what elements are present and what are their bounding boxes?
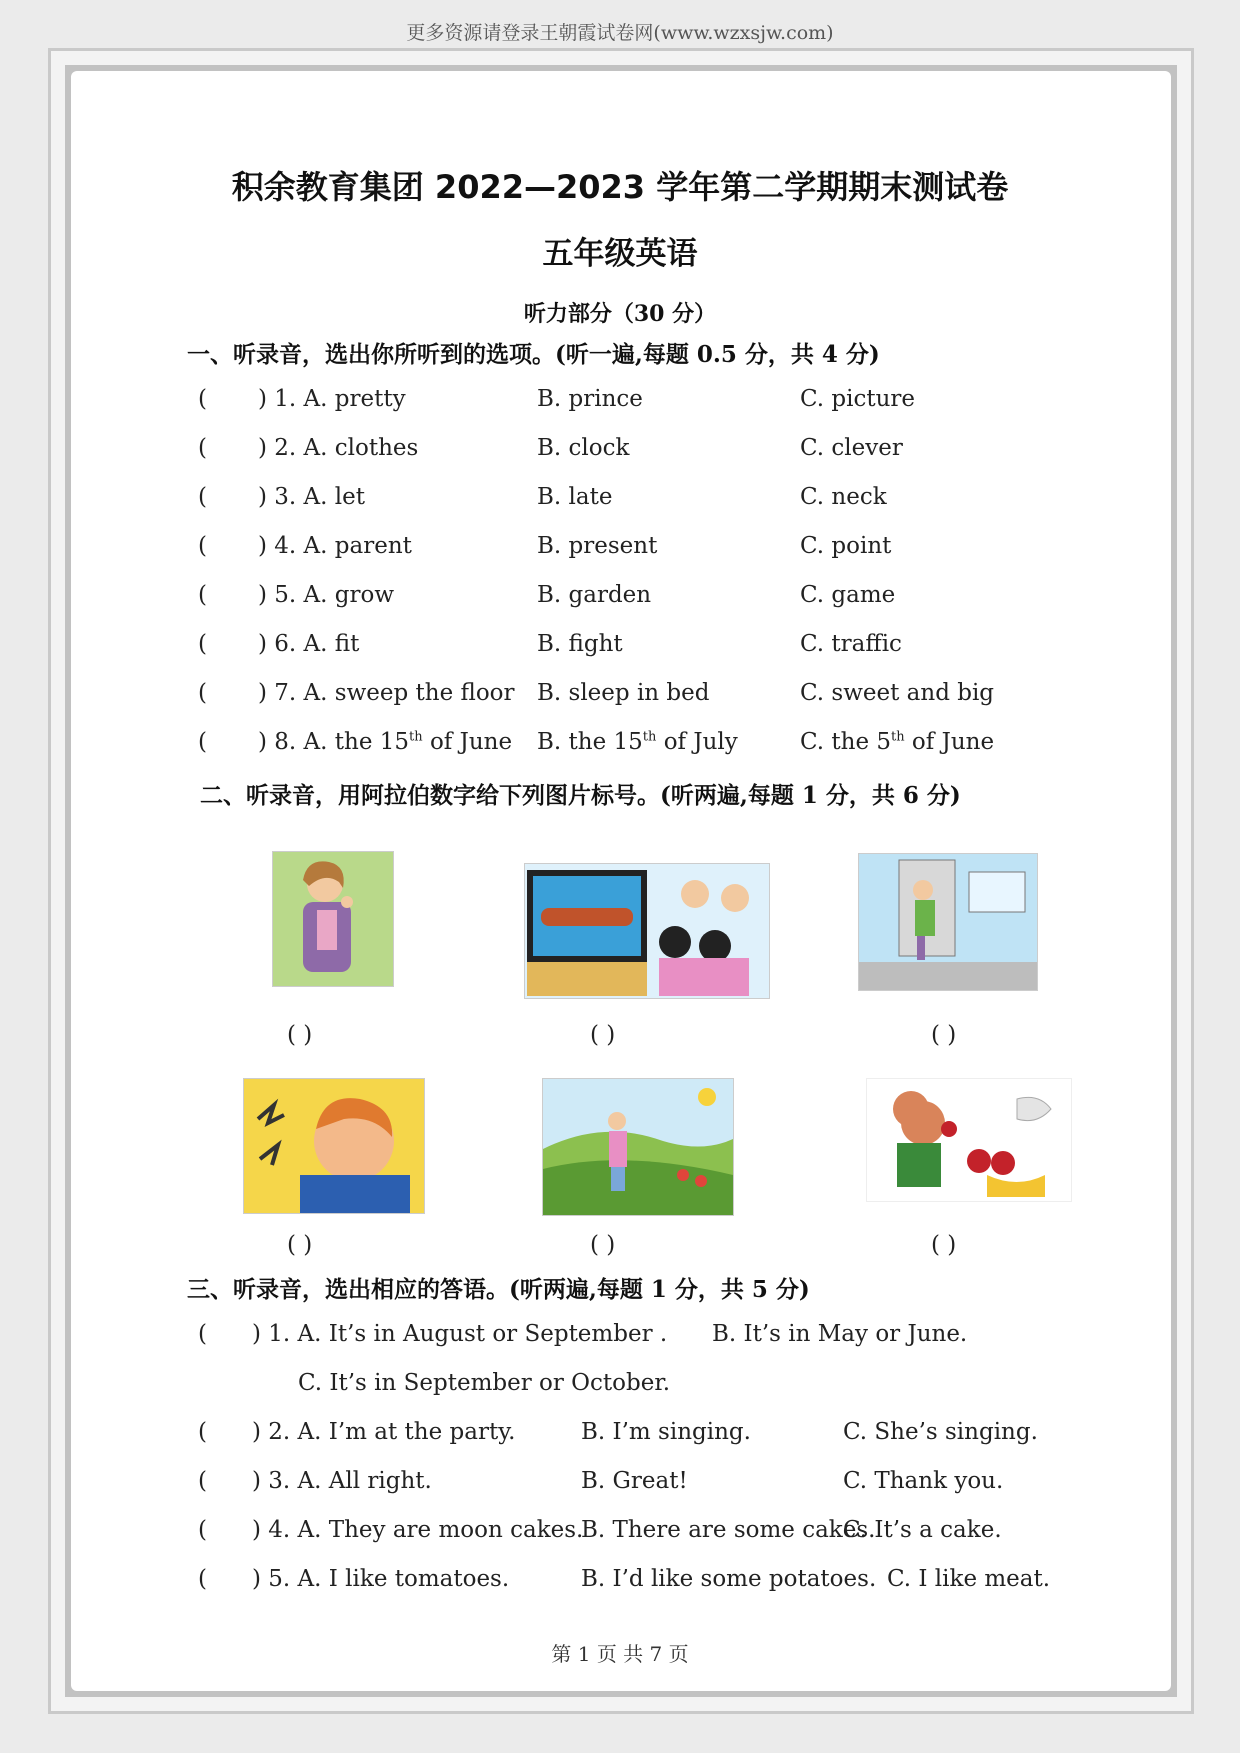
option-b: B. the 15th of July: [537, 729, 738, 755]
answer-bracket[interactable]: (: [198, 1517, 207, 1543]
option-a: ) 1. A. pretty: [258, 386, 406, 412]
option-b: B. fight: [537, 631, 623, 657]
watermark: 更多资源请登录王朝霞试卷网(www.wzxsjw.com): [406, 22, 834, 44]
option-a: ) 5. A. grow: [258, 582, 395, 608]
option-b: B. It’s in May or June.: [712, 1321, 968, 1347]
picture-cartoon-mouse: [866, 1078, 1072, 1202]
option-b: B. late: [537, 484, 613, 510]
option-c: C. picture: [800, 386, 916, 412]
option-b: B. I’m singing.: [581, 1419, 751, 1445]
answer-blank[interactable]: ( ): [931, 1232, 957, 1258]
option-a: ) 2. A. clothes: [258, 435, 419, 461]
option-c: C. It’s in September or October.: [298, 1370, 671, 1396]
option-a: ) 5. A. I like tomatoes.: [252, 1566, 510, 1592]
answer-bracket[interactable]: (: [198, 1321, 207, 1347]
answer-bracket[interactable]: (: [198, 435, 207, 461]
option-c: C. It’s a cake.: [843, 1517, 1002, 1543]
answer-bracket[interactable]: (: [198, 484, 207, 510]
answer-bracket[interactable]: (: [198, 386, 207, 412]
option-b: B. sleep in bed: [537, 680, 710, 706]
option-b: B. prince: [537, 386, 643, 412]
answer-bracket[interactable]: (: [198, 533, 207, 559]
picture-headache: [243, 1078, 425, 1214]
answer-blank[interactable]: ( ): [931, 1022, 957, 1048]
option-a: ) 3. A. All right.: [252, 1468, 432, 1494]
option-b: B. garden: [537, 582, 652, 608]
option-c: C. point: [800, 533, 892, 559]
answer-bracket[interactable]: (: [198, 680, 207, 706]
option-c: C. clever: [800, 435, 903, 461]
answer-bracket[interactable]: (: [198, 1419, 207, 1445]
option-c: C. the 5th of June: [800, 729, 995, 755]
part-heading: 听力部分（30 分）: [523, 301, 717, 327]
option-a: ) 8. A. the 15th of June: [258, 729, 513, 755]
option-b: B. There are some cakes.: [581, 1517, 876, 1543]
picture-dragon-boat-tv: [524, 863, 770, 999]
answer-bracket[interactable]: (: [198, 1566, 207, 1592]
page-number: 第 1 页 共 7 页: [551, 1642, 689, 1666]
option-a: ) 1. A. It’s in August or September .: [252, 1321, 668, 1347]
option-b: B. present: [537, 533, 658, 559]
option-a: ) 3. A. let: [258, 484, 365, 510]
answer-blank[interactable]: ( ): [590, 1022, 616, 1048]
option-c: C. neck: [800, 484, 887, 510]
exam-title: 积余教育集团 2022—2023 学年第二学期期末测试卷: [231, 168, 1009, 206]
option-a: ) 4. A. parent: [258, 533, 412, 559]
picture-train: [858, 853, 1038, 991]
option-b: B. I’d like some potatoes.: [581, 1566, 877, 1592]
option-c: C. She’s singing.: [843, 1419, 1038, 1445]
answer-blank[interactable]: ( ): [287, 1022, 313, 1048]
option-a: ) 4. A. They are moon cakes.: [252, 1517, 584, 1543]
option-b: B. Great!: [581, 1468, 688, 1494]
answer-blank[interactable]: ( ): [287, 1232, 313, 1258]
option-c: C. I like meat.: [887, 1566, 1051, 1592]
option-c: C. Thank you.: [843, 1468, 1004, 1494]
picture-garden-singing: [542, 1078, 734, 1216]
section-2-heading: 二、听录音，用阿拉伯数字给下列图片标号。(听两遍,每题 1 分，共 6 分): [200, 782, 961, 809]
answer-bracket[interactable]: (: [198, 1468, 207, 1494]
option-c: C. traffic: [800, 631, 902, 657]
exam-subtitle: 五年级英语: [542, 236, 698, 272]
picture-sore-throat: [272, 851, 394, 987]
answer-bracket[interactable]: (: [198, 729, 207, 755]
option-a: ) 2. A. I’m at the party.: [252, 1419, 516, 1445]
answer-blank[interactable]: ( ): [590, 1232, 616, 1258]
option-a: ) 7. A. sweep the floor: [258, 680, 515, 706]
option-b: B. clock: [537, 435, 630, 461]
option-c: C. game: [800, 582, 896, 608]
section-3-heading: 三、听录音，选出相应的答语。(听两遍,每题 1 分，共 5 分): [187, 1276, 810, 1303]
answer-bracket[interactable]: (: [198, 582, 207, 608]
option-a: ) 6. A. fit: [258, 631, 360, 657]
answer-bracket[interactable]: (: [198, 631, 207, 657]
section-1-heading: 一、听录音，选出你所听到的选项。(听一遍,每题 0.5 分，共 4 分): [187, 341, 880, 368]
option-c: C. sweet and big: [800, 680, 995, 706]
